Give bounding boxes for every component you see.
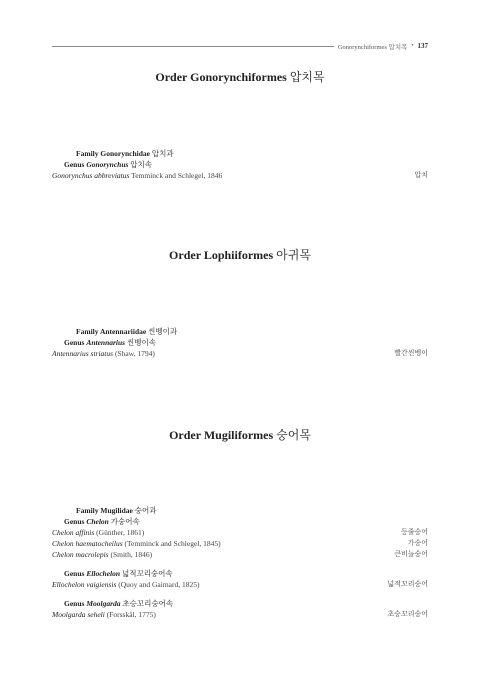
- species-line: [52, 538, 428, 549]
- genus-label: Genus: [64, 338, 85, 347]
- page-number: 137: [417, 42, 428, 50]
- species-line: [52, 527, 428, 538]
- species-scientific-name: Chelon affinis: [52, 528, 95, 537]
- genus-name: Gonorynchus: [86, 160, 129, 169]
- species-scientific-name: Chelon macrolepis: [52, 550, 109, 559]
- species-authority: (Shaw, 1794): [114, 349, 155, 358]
- family-korean-name: 압치과: [151, 149, 174, 158]
- family-name: Family Gonorynchidae: [76, 149, 150, 158]
- genus-line: [52, 598, 428, 609]
- species-line: [52, 609, 428, 620]
- header-rule: [52, 46, 334, 47]
- order-name: Order Lophiiformes: [169, 248, 274, 262]
- genus-korean-name: 넓적꼬리숭어속: [121, 569, 173, 578]
- genus-name: Moolgarda: [86, 599, 121, 608]
- species-common-name: 초승꼬리숭어: [387, 610, 428, 618]
- genus-spacer: [52, 590, 428, 598]
- genus-line: [52, 568, 428, 579]
- species-authority: (Forsskål, 1775): [106, 610, 156, 619]
- species-scientific-name: Antennarius striatus: [52, 349, 114, 358]
- running-header: [52, 40, 428, 52]
- genus-line: [52, 516, 428, 527]
- species-authority: (Smith, 1846): [110, 550, 153, 559]
- species-authority: Temminck and Schlegel, 1846: [131, 171, 223, 180]
- family-line: [52, 326, 428, 337]
- genus-label: Genus: [64, 599, 85, 608]
- species-line: [52, 579, 428, 590]
- order-name: Order Gonorynchiformes: [155, 70, 287, 84]
- order-title-mugiliformes: [0, 426, 480, 443]
- species-common-name: 빨간씬벵이: [394, 349, 428, 357]
- order-korean-name: 압치목: [289, 70, 325, 84]
- species-authority: (Temminck and Schlegel, 1845): [124, 539, 221, 548]
- genus-korean-name: 초승꼬리숭어속: [122, 599, 174, 608]
- species-scientific-name: Moolgarda seheli: [52, 610, 105, 619]
- genus-name: Antennarius: [86, 338, 126, 347]
- genus-label: Genus: [64, 160, 85, 169]
- species-line: [52, 549, 428, 560]
- header-bullet: •: [411, 43, 414, 49]
- species-common-name: 압치: [414, 171, 428, 179]
- running-title: Gonorynchiformes 압치목: [337, 43, 408, 51]
- family-name: Family Antennariidae: [76, 327, 147, 336]
- order-title-gonorynchiformes: [0, 68, 480, 85]
- family-korean-name: 숭어과: [134, 506, 157, 515]
- species-authority: (Günther, 1861): [96, 528, 145, 537]
- species-scientific-name: Ellochelon vaigiensis: [52, 580, 117, 589]
- genus-korean-name: 가숭어속: [110, 517, 140, 526]
- species-scientific-name: Gonorynchus abbreviatus: [52, 171, 130, 180]
- order-korean-name: 숭어목: [276, 428, 311, 442]
- species-scientific-name: Chelon haematocheilus: [52, 539, 123, 548]
- taxon-block-antennariidae: [52, 326, 428, 359]
- family-korean-name: 씬벵이과: [148, 327, 178, 336]
- taxon-block-mugilidae: [52, 505, 428, 620]
- genus-label: Genus: [64, 517, 85, 526]
- species-common-name: 넓적꼬리숭어: [387, 580, 428, 588]
- genus-label: Genus: [64, 569, 85, 578]
- family-name: Family Mugilidae: [76, 506, 133, 515]
- order-name: Order Mugiliformes: [169, 428, 274, 442]
- family-line: [52, 505, 428, 516]
- genus-spacer: [52, 560, 428, 568]
- genus-korean-name: 압치속: [130, 160, 153, 169]
- species-line: [52, 170, 428, 181]
- species-common-name: 등줄숭어: [400, 528, 428, 536]
- taxon-block-gonorynchidae: [52, 148, 428, 181]
- species-line: [52, 348, 428, 359]
- genus-name: Ellochelon: [86, 569, 121, 578]
- species-authority: (Quoy and Gaimard, 1825): [118, 580, 200, 589]
- species-common-name: 가숭어: [407, 539, 428, 547]
- genus-line: [52, 337, 428, 348]
- genus-name: Chelon: [86, 517, 109, 526]
- species-common-name: 큰비늘숭어: [394, 550, 428, 558]
- order-title-lophiiformes: [0, 246, 480, 263]
- genus-line: [52, 159, 428, 170]
- genus-korean-name: 씬벵이속: [126, 338, 156, 347]
- family-line: [52, 148, 428, 159]
- order-korean-name: 아귀목: [276, 248, 311, 262]
